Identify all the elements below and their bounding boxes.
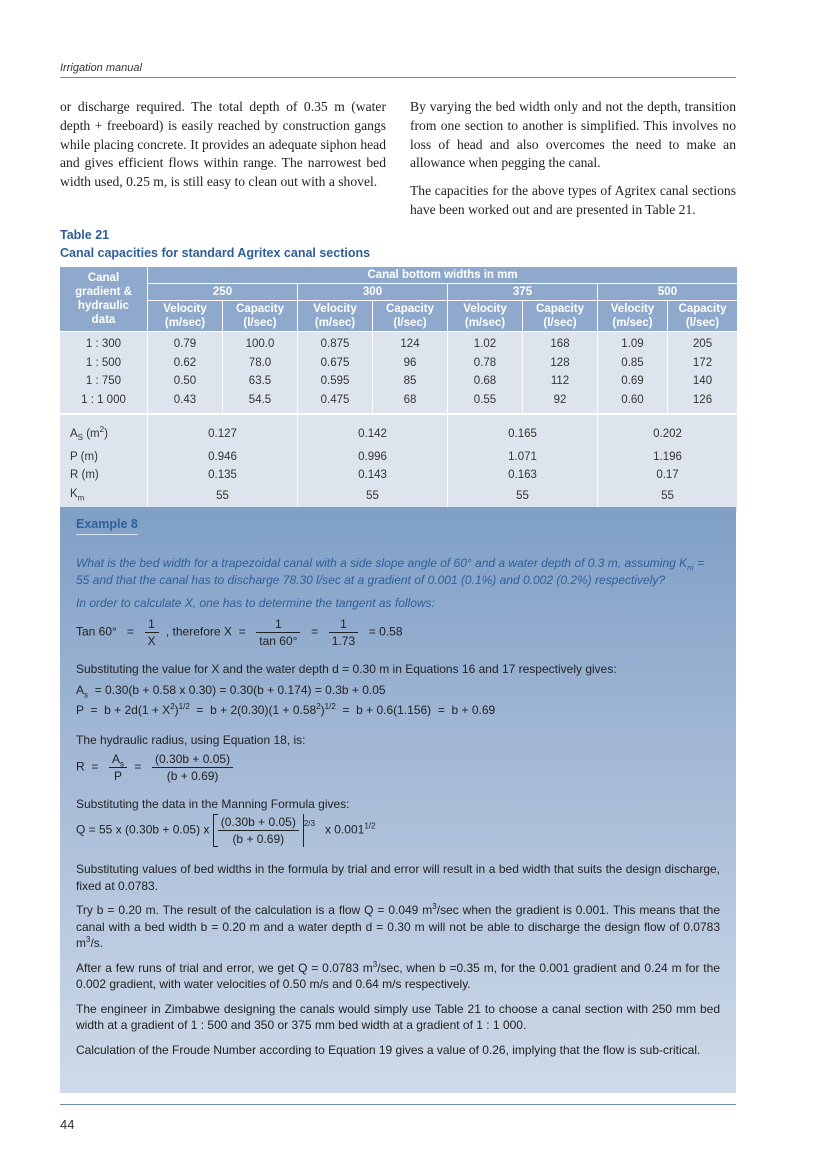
table-cell: 54.5 (223, 391, 298, 414)
table-cell: 0.78 (448, 354, 523, 373)
table-cell: 0.69 (598, 372, 668, 391)
table-row (60, 332, 738, 354)
table-cell: 0.62 (148, 354, 223, 373)
example-paragraph: After a few runs of trial and error, we get Q = 0.0783 $m^3/\sec$, when b =0.35 m, for the 0.001 gradient and 0.24 m for the 0.002 gradient, with water velocities of 0.50 m/s and 0.64 m/s respectively. (76, 959, 720, 991)
body-column-right (410, 98, 736, 229)
eq-result: 0.58 (379, 624, 403, 639)
hydraulic-value: 1.196 (598, 448, 738, 467)
body-paragraph: By varying the bed width only and not the depth, transition from one section to another is simplified. This involves no loss of head and also overcomes the need to make an allowance when pegging the canal. (410, 99, 736, 171)
table-cell: 78.0 (223, 354, 298, 373)
hydraulic-label: R (m) (60, 466, 148, 485)
corner-header: Canal gradient & hydraulic data (60, 267, 148, 332)
capacity-header: Capacity (l/sec) (668, 301, 738, 332)
table-cell: 128 (523, 354, 598, 373)
table-cell: 1.09 (598, 332, 668, 354)
body-paragraph: The capacities for the above types of Agritex canal sections have been worked out and are presented in Table 21. (410, 183, 736, 217)
hydraulic-row (60, 448, 738, 467)
table-cell: 68 (373, 391, 448, 414)
hydraulic-value: 0.17 (598, 466, 738, 485)
width-header: 250 (148, 284, 298, 301)
body-paragraph: or discharge required. The total depth of 0.35 m (water depth + freeboard) is easily reached by construction gangs while placing concrete. It provides an adequate siphon head and gives efficient flows within range. The narrowest bed width used, 0.25 m, is still easy to clean out with a shovel. (60, 99, 386, 190)
example-paragraph: Calculation of the Froude Number according to Equation 19 gives a value of 0.26, implying that the flow is sub-critical. (76, 1042, 701, 1057)
gradient-cell: 1 : 1 000 (60, 391, 148, 414)
table-cell: 100.0 (223, 332, 298, 354)
table-cell: 0.50 (148, 372, 223, 391)
fraction: $\frac{A_s}{P}$ (109, 751, 127, 784)
hydraulic-value: 0.142 (298, 414, 448, 448)
table-row (60, 391, 738, 414)
table-row (60, 354, 738, 373)
equation-area: $A_s = 0.30(b + 0.58$ x 0.30) = 0.30(b + 0.174) = 0.3b + 0.05 (76, 683, 386, 700)
width-header: 300 (298, 284, 448, 301)
hydraulic-label: $A_S$ $(m^2)$ (60, 414, 148, 448)
running-header-title: Irrigation manual (60, 62, 142, 74)
hydraulic-value: 0.996 (298, 448, 448, 467)
table-cell: 168 (523, 332, 598, 354)
table-cell: 92 (523, 391, 598, 414)
table-cell: 0.43 (148, 391, 223, 414)
hydraulic-value: 55 (298, 485, 448, 511)
hydraulic-label: P (m) (60, 448, 148, 467)
table-cell: 96 (373, 354, 448, 373)
example-paragraph: Try b = 0.20 m. The result of the calculation is a flow Q = 0.049 $m^3/\sec$ when the gradient is 0.001. This means that the canal with a bed width b = 0.20 m and a water depth d = 0.30 m will not be able to discharge the design flow of 0.0783 $m^3/s$. (76, 902, 720, 950)
capacity-header: Capacity (l/sec) (223, 301, 298, 332)
fraction: $\frac{1}{\tan 60^\circ}$ (256, 616, 300, 649)
velocity-header: Velocity (m/sec) (298, 301, 373, 332)
bracket: $\frac{(0.30b + 0.05)}{(b + 0.69)}$ (213, 814, 304, 847)
body-column-left (60, 98, 386, 201)
hydraulic-value: 0.163 (448, 466, 598, 485)
table-cell: 0.675 (298, 354, 373, 373)
table-cell: 112 (523, 372, 598, 391)
equation-tangent: Tan 60° = $\frac{1}{X}$ , therefore X = $\frac{1}{\tan 60^\circ}$ = $\frac{1}{1.73}$ = 0.58 (76, 616, 403, 648)
hydraulic-value: 1.071 (448, 448, 598, 467)
table-cell: 0.55 (448, 391, 523, 414)
table-cell: 124 (373, 332, 448, 354)
substitution-intro: Substituting the value for X and the water depth d = 0.30 m in Equations 16 and 17 respectively gives: (76, 661, 617, 676)
capacity-header: Capacity (l/sec) (523, 301, 598, 332)
width-header: 375 (448, 284, 598, 301)
radius-intro: The hydraulic radius, using Equation 18, is: (76, 733, 306, 747)
table-title: Canal capacities for standard Agritex canal sections (60, 246, 371, 260)
hydraulic-value: 0.202 (598, 414, 738, 448)
eq-lhs: Tan 60° (76, 624, 117, 639)
table-cell: 0.475 (298, 391, 373, 414)
hydraulic-row (60, 466, 738, 485)
table-cell: 140 (668, 372, 738, 391)
equation-manning: Q = 55 x (0.30b + 0.05) x $\frac{(0.30b + 0.05)}{(b + 0.69)}$ $^{2/3}$ x $0.001^{1/2}$ (76, 815, 376, 846)
hydraulic-value: 0.127 (148, 414, 298, 448)
velocity-header: Velocity (m/sec) (598, 301, 668, 332)
table-cell: 85 (373, 372, 448, 391)
table-row (60, 372, 738, 391)
table-cell: 205 (668, 332, 738, 354)
hydraulic-value: 0.946 (148, 448, 298, 467)
table-caption (60, 226, 370, 262)
table-cell: 0.79 (148, 332, 223, 354)
footer-rule (60, 1104, 736, 1105)
hydraulic-value: 0.135 (148, 466, 298, 485)
capacity-header: Capacity (l/sec) (373, 301, 448, 332)
example-paragraph: Substituting values of bed widths in the formula by trial and error will result in a bed width that suits the design discharge, fixed at 0.0783. (76, 862, 720, 893)
hydraulic-row (60, 414, 738, 448)
example-title: Example 8 (76, 517, 138, 535)
running-header (60, 58, 736, 78)
hydraulic-label: $K_m$ (60, 485, 148, 511)
table-cell: 172 (668, 354, 738, 373)
table-cell: 0.595 (298, 372, 373, 391)
fraction: $\frac{(0.30b + 0.05)}{(b + 0.69)}$ (152, 751, 233, 784)
gradient-cell: 1 : 300 (60, 332, 148, 354)
gradient-cell: 1 : 750 (60, 372, 148, 391)
velocity-header: Velocity (m/sec) (148, 301, 223, 332)
example-box (60, 507, 736, 1093)
table-cell: 63.5 (223, 372, 298, 391)
table-cell: 0.85 (598, 354, 668, 373)
hydraulic-value: 55 (598, 485, 738, 511)
table-cell: 0.60 (598, 391, 668, 414)
group-header: Canal bottom widths in mm (148, 267, 738, 284)
table-cell: 0.68 (448, 372, 523, 391)
table-cell: 126 (668, 391, 738, 414)
example-paragraph: The engineer in Zimbabwe designing the canals would simply use Table 21 to choose a canal section with 250 mm bed width at a gradient of 1 : 500 and 350 or 375 mm bed width at a gradient of 1 : 1 000. (76, 1001, 720, 1032)
table-number: Table 21 (60, 228, 110, 242)
example-question: What is the bed width for a trapezoidal canal with a side slope angle of 60° and a water depth of 0.3 m, assuming $K_m = 55$ and that the canal has to discharge 78.30 l/sec at a gradient of 0.001 (0.1%) and 0.002 (0.2%) respectively? (76, 556, 705, 587)
manning-intro: Substituting the data in the Manning Formula gives: (76, 796, 350, 811)
page-number: 44 (60, 1117, 75, 1132)
canal-capacity-table (59, 266, 738, 511)
equation-perimeter: $P = b + 2d(1 + X^2)^{1/2} = b + 2(0.30)(1 + 0.58^2)^{1/2} = b + 0.6(1.156) = b + 0.69$ (76, 702, 496, 717)
table-cell: 1.02 (448, 332, 523, 354)
tangent-intro: In order to calculate X, one has to determine the tangent as follows: (76, 596, 435, 610)
hydraulic-value: 55 (448, 485, 598, 511)
equation-radius: R = $\frac{A_s}{P}$ = $\frac{(0.30b + 0.05)}{(b + 0.69)}$ (76, 751, 720, 784)
width-header: 500 (598, 284, 738, 301)
hydraulic-value: 0.143 (298, 466, 448, 485)
fraction: $\frac{1}{X}$ (145, 616, 159, 649)
hydraulic-value: 55 (148, 485, 298, 511)
hydraulic-value: 0.165 (448, 414, 598, 448)
fraction: $\frac{1}{1.73}$ (329, 616, 358, 649)
gradient-cell: 1 : 500 (60, 354, 148, 373)
velocity-header: Velocity (m/sec) (448, 301, 523, 332)
table-cell: 0.875 (298, 332, 373, 354)
